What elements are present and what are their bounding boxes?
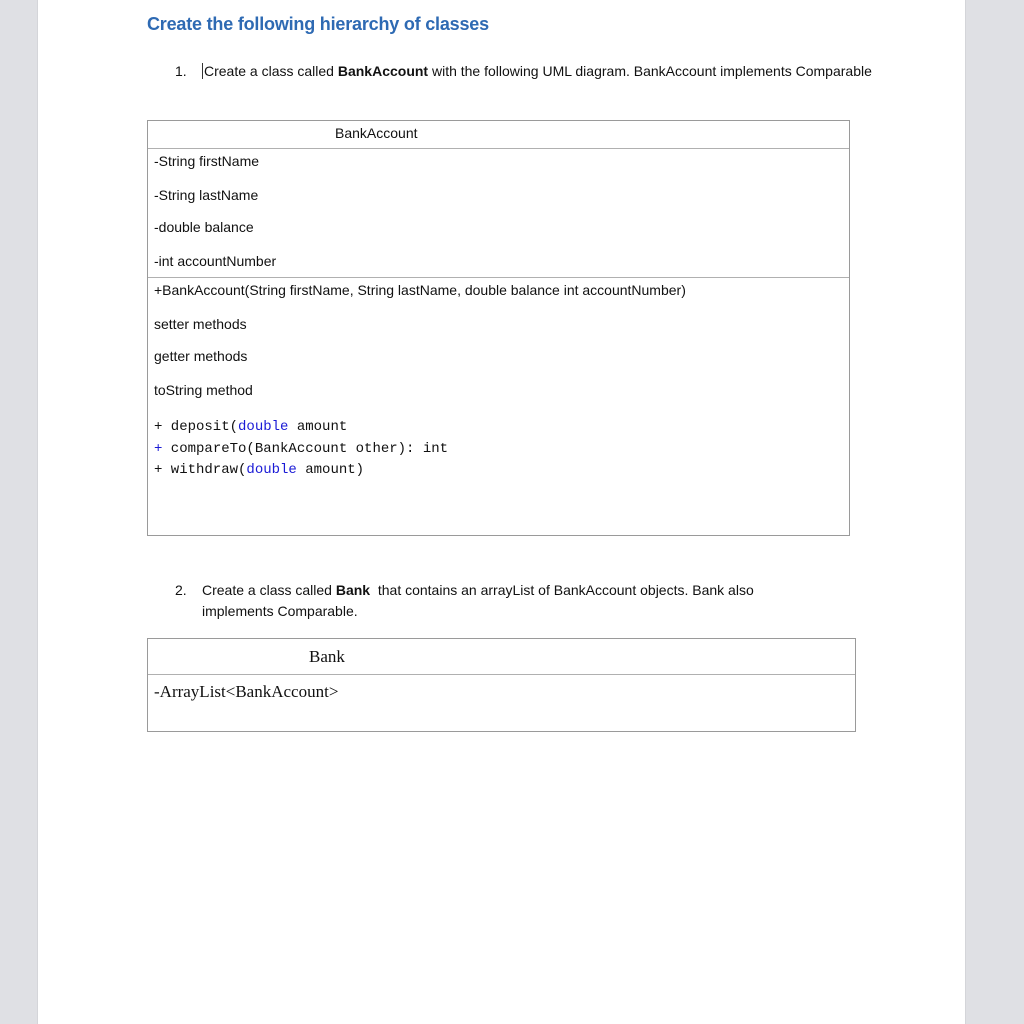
uml-class-name: Bank [309, 647, 345, 666]
text-post: with the following UML diagram. BankAccount implements Comparable [428, 63, 872, 79]
text-post: that contains an arrayList of BankAccount objects. Bank also implements Comparable. [202, 582, 758, 619]
uml-attribute: -int accountNumber [154, 253, 277, 269]
uml-class-name: BankAccount [335, 125, 418, 141]
uml-bank [147, 638, 856, 732]
uml-attributes-section [148, 149, 849, 278]
uml-method-note: setter methods [154, 316, 247, 332]
list-item-text[interactable] [202, 580, 822, 622]
uml-methods-section [148, 278, 849, 534]
uml-attribute: -ArrayList<BankAccount> [154, 682, 339, 701]
list-item-text[interactable] [202, 61, 882, 82]
uml-method-compareto: + compareTo(BankAccount other): int [154, 441, 449, 457]
text-pre: Create a class called [202, 582, 336, 598]
uml-attributes-section [148, 675, 855, 731]
document-page [37, 0, 966, 1024]
document-heading: Create the following hierarchy of classes [147, 14, 489, 34]
uml-bankaccount [147, 120, 850, 536]
uml-title-row [148, 121, 849, 149]
uml-attribute: -String firstName [154, 153, 260, 169]
list-number: 1. [175, 63, 187, 79]
uml-method-note: getter methods [154, 348, 248, 364]
uml-title-row [148, 639, 855, 675]
uml-attribute: -String lastName [154, 187, 259, 203]
uml-method-withdraw: + withdraw(double amount) [154, 462, 365, 478]
text-bold-classname: Bank [335, 582, 371, 598]
text-cursor [202, 63, 203, 79]
text-bold-classname: BankAccount [337, 63, 429, 79]
text-pre: Create a class called [204, 63, 338, 79]
uml-method-note: toString method [154, 382, 253, 398]
uml-attribute: -double balance [154, 219, 254, 235]
uml-constructor: +BankAccount(String firstName, String lastName, double balance int accountNumber) [154, 282, 686, 298]
list-number: 2. [175, 582, 187, 598]
uml-method-deposit: + deposit(double amount [154, 419, 348, 435]
